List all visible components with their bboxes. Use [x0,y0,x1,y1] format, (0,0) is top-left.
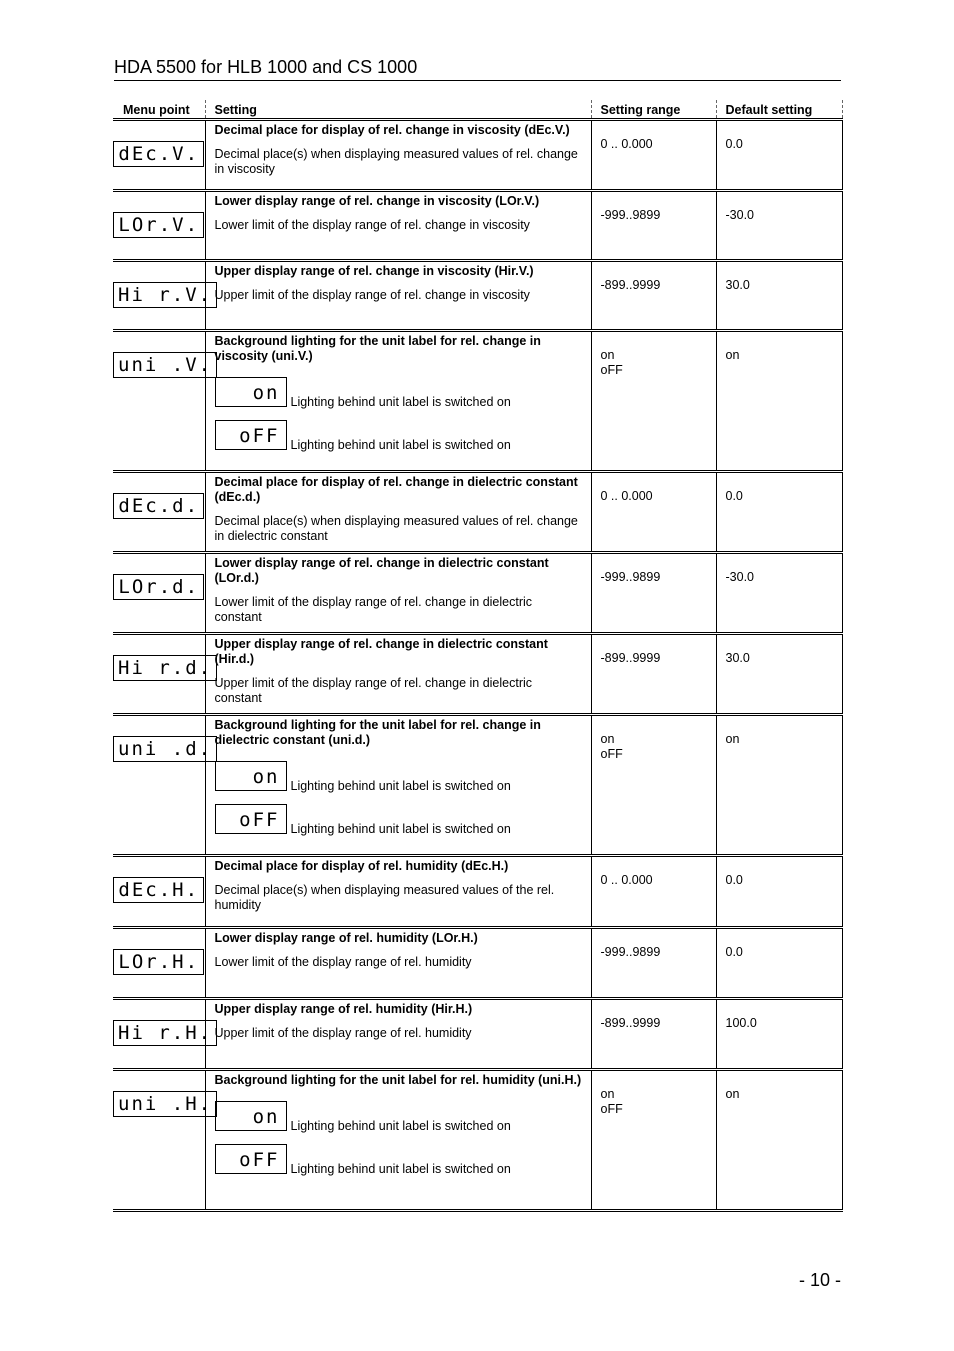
menu-point-display: Hi r.d. [113,655,217,681]
setting-range-value: 0 .. 0.000 [600,137,653,151]
table-row [113,634,842,715]
setting-range-value: 0 .. 0.000 [600,873,653,887]
option-line [215,761,583,791]
option-line [215,1101,583,1131]
menu-point-cell [113,261,213,331]
setting-description: Decimal place(s) when displaying measured values of rel. change in dielectric constant [214,514,578,543]
default-setting-value: 0.0 [725,137,743,151]
column-header-menu-point: Menu point [113,100,205,120]
setting-cell [205,331,591,472]
setting-title: Background lighting for the unit label for rel. humidity (uni.H.) [214,1073,582,1087]
option-description: Lighting behind unit label is switched on [290,779,511,793]
setting-cell [205,553,591,634]
menu-point-cell [113,715,213,856]
setting-title: Decimal place for display of rel. humidity (dEc.H.) [214,859,509,873]
default-setting-value: -30.0 [725,570,754,584]
setting-range-cell [591,1070,716,1211]
table-row [113,715,842,856]
setting-description: Upper limit of the display range of rel. change in viscosity [214,288,530,302]
setting-range-value: -999..9899 [600,570,661,584]
default-setting-cell [716,715,842,856]
default-setting-value: on [725,732,740,746]
option-line [215,1144,583,1174]
default-setting-value: 30.0 [725,651,750,665]
menu-point-cell [113,928,205,999]
setting-cell [205,120,591,191]
table-row [113,1070,842,1211]
menu-point-display: dEc.V. [113,141,204,167]
setting-range-cell [591,715,716,856]
setting-description: Lower limit of the display range of rel. change in viscosity [214,218,530,232]
menu-point-display: dEc.d. [113,493,204,519]
setting-title: Upper display range of rel. humidity (Hir.H.) [214,1002,473,1016]
setting-description: Decimal place(s) when displaying measured values of rel. change in viscosity [214,147,578,176]
setting-cell [205,634,591,715]
menu-point-cell [113,999,213,1070]
menu-point-display: Hi r.H. [113,1020,217,1046]
option-description: Lighting behind unit label is switched on [290,438,511,452]
default-setting-cell [716,120,842,191]
default-setting-cell [716,553,842,634]
default-setting-value: on [725,348,740,362]
setting-cell [205,928,591,999]
default-setting-cell [716,634,842,715]
default-setting-cell [716,331,842,472]
setting-cell [205,856,591,928]
default-setting-value: -30.0 [725,208,754,222]
setting-range-cell [591,331,716,472]
setting-range-value: on oFF [600,1087,623,1116]
option-description: Lighting behind unit label is switched on [290,822,511,836]
option-line [215,377,583,407]
default-setting-value: 30.0 [725,278,750,292]
setting-cell [205,715,591,856]
setting-range-value: -899..9999 [600,651,661,665]
setting-title: Upper display range of rel. change in viscosity (Hir.V.) [214,264,534,278]
table-row [113,999,842,1070]
option-description: Lighting behind unit label is switched on [290,1162,511,1176]
setting-cell [205,191,591,261]
default-setting-cell [716,856,842,928]
default-setting-cell [716,1070,842,1211]
setting-title: Lower display range of rel. change in viscosity (LOr.V.) [214,194,540,208]
menu-point-cell [113,191,205,261]
setting-cell [205,1070,591,1211]
menu-point-display: uni .H. [113,1091,217,1117]
default-setting-value: 0.0 [725,489,743,503]
setting-description: Lower limit of the display range of rel. humidity [214,955,472,969]
menu-point-display: uni .V. [113,352,217,378]
setting-title: Background lighting for the unit label for rel. change in dielectric constant (uni.d.) [214,718,541,747]
menu-point-display: Hi r.V. [113,282,217,308]
default-setting-value: on [725,1087,740,1101]
menu-point-display: uni .d. [113,736,217,762]
setting-range-cell [591,856,716,928]
setting-range-cell [591,928,716,999]
column-header-setting-range: Setting range [591,100,716,120]
menu-point-display: dEc.H. [113,877,204,903]
option-line [215,420,583,450]
option-display: oFF [215,804,287,834]
setting-title: Decimal place for display of rel. change in viscosity (dEc.V.) [214,123,570,137]
setting-title: Lower display range of rel. change in dielectric constant (LOr.d.) [214,556,549,585]
setting-description: Lower limit of the display range of rel. change in dielectric constant [214,595,533,624]
setting-title: Upper display range of rel. change in dielectric constant (Hir.d.) [214,637,548,666]
table-row [113,928,842,999]
setting-description: Decimal place(s) when displaying measured values of the rel. humidity [214,883,555,912]
setting-range-value: -899..9999 [600,278,661,292]
setting-range-value: -899..9999 [600,1016,661,1030]
setting-range-value: on oFF [600,348,623,377]
table-row [113,191,842,261]
column-header-setting: Setting [205,100,591,120]
setting-range-cell [591,120,716,191]
settings-table [113,100,843,1212]
menu-point-display: LOr.V. [113,212,204,238]
default-setting-cell [716,928,842,999]
table-row [113,261,842,331]
menu-point-cell [113,331,213,472]
setting-description: Upper limit of the display range of rel. humidity [214,1026,472,1040]
default-setting-value: 0.0 [725,873,743,887]
setting-cell [205,261,591,331]
table-row [113,856,842,928]
default-setting-value: 100.0 [725,1016,757,1030]
menu-point-cell [113,1070,213,1211]
menu-point-cell [113,120,205,191]
table-row [113,553,842,634]
setting-description: Upper limit of the display range of rel. change in dielectric constant [214,676,533,705]
default-setting-cell [716,472,842,553]
menu-point-display: LOr.H. [113,949,204,975]
default-setting-cell [716,999,842,1070]
option-display: on [215,377,287,407]
setting-cell [205,472,591,553]
setting-title: Decimal place for display of rel. change in dielectric constant (dEc.d.) [214,475,578,504]
setting-range-cell [591,472,716,553]
default-setting-cell [716,261,842,331]
table-row [113,331,842,472]
document-title: HDA 5500 for HLB 1000 and CS 1000 [114,57,841,81]
setting-range-cell [591,261,716,331]
menu-point-display: LOr.d. [113,574,204,600]
option-display: on [215,1101,287,1131]
setting-cell [205,999,591,1070]
setting-title: Lower display range of rel. humidity (LOr.H.) [214,931,478,945]
setting-range-value: -999..9899 [600,208,661,222]
option-display: oFF [215,420,287,450]
setting-range-cell [591,191,716,261]
setting-range-value: -999..9899 [600,945,661,959]
setting-range-cell [591,999,716,1070]
setting-range-value: on oFF [600,732,623,761]
default-setting-cell [716,191,842,261]
menu-point-cell [113,472,205,553]
menu-point-cell [113,634,213,715]
setting-title: Background lighting for the unit label for rel. change in viscosity (uni.V.) [214,334,541,363]
setting-range-value: 0 .. 0.000 [600,489,653,503]
option-display: oFF [215,1144,287,1174]
option-description: Lighting behind unit label is switched on [290,1119,511,1133]
setting-range-cell [591,553,716,634]
menu-point-cell [113,553,205,634]
table-row [113,472,842,553]
menu-point-cell [113,856,205,928]
option-display: on [215,761,287,791]
default-setting-value: 0.0 [725,945,743,959]
column-header-default-setting: Default setting [716,100,842,120]
table-header-row [113,100,842,120]
table-row [113,120,842,191]
page-number: - 10 - [798,1270,841,1290]
option-line [215,804,583,834]
setting-range-cell [591,634,716,715]
option-description: Lighting behind unit label is switched on [290,395,511,409]
